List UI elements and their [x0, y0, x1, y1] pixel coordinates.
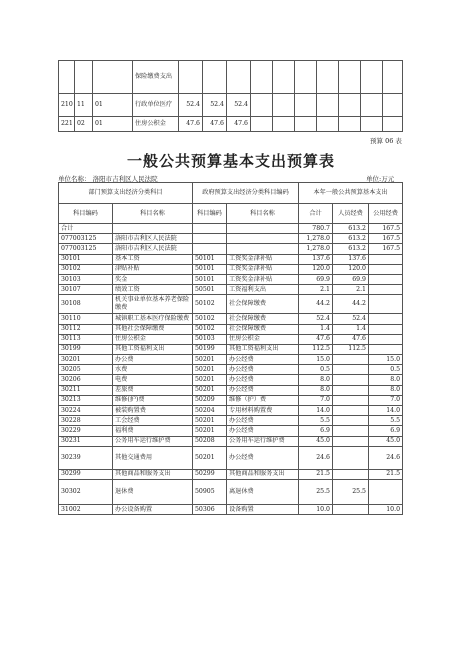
cell-total: 780.7: [299, 224, 333, 234]
cell-gov-code: 50101: [193, 274, 227, 284]
cell-gov-name: 公务用车运行维护费: [227, 436, 299, 446]
cell-public: 167.5: [369, 234, 403, 244]
header-gov-name: 科目名称: [227, 204, 299, 224]
cell-gov-code: 50201: [193, 416, 227, 426]
cell-name: 保险缴费支出: [133, 61, 179, 94]
cell-gov-code: 50204: [193, 406, 227, 416]
cell-gov-name: [227, 234, 299, 244]
cell-dept-name: 差旅费: [113, 385, 193, 395]
cell-gov-name: 社会保障缴费: [227, 324, 299, 334]
cell-dept-code: 31002: [59, 504, 113, 514]
cell-public: 45.0: [369, 436, 403, 446]
cell-gov-code: 50306: [193, 504, 227, 514]
cell-total: 112.5: [299, 344, 333, 354]
cell-total: 45.0: [299, 436, 333, 446]
cell-personnel: 120.0: [333, 264, 369, 274]
cell-public: [369, 334, 403, 344]
cell-item: [93, 61, 133, 94]
cell-public: [369, 264, 403, 274]
cell-personnel: 613.2: [333, 244, 369, 254]
cell-value: [227, 61, 251, 94]
cell-gov-code: 50102: [193, 324, 227, 334]
cell-dept-code: 077003125: [59, 234, 113, 244]
cell-gov-code: 50201: [193, 446, 227, 469]
cell-public: 15.0: [369, 355, 403, 365]
cell-dept-name: 电费: [113, 375, 193, 385]
cell-personnel: 25.5: [333, 479, 369, 504]
cell-total: 8.0: [299, 385, 333, 395]
cell-personnel: 613.2: [333, 224, 369, 234]
cell-total: 0.5: [299, 365, 333, 375]
cell-total: 2.1: [299, 285, 333, 295]
cell-dept-code: 30107: [59, 285, 113, 295]
cell-dept-code: 30205: [59, 365, 113, 375]
cell-dept-code: 30211: [59, 385, 113, 395]
cell-total: 24.6: [299, 446, 333, 469]
cell-dept-name: 工会经费: [113, 416, 193, 426]
cell-dept-name: 其他商品和服务支出: [113, 469, 193, 479]
cell-public: [369, 344, 403, 354]
table-row: [59, 355, 403, 365]
cell-class: 221: [59, 117, 75, 132]
cell-dept-name: 其他社会保障缴费: [113, 324, 193, 334]
cell-gov-code: [193, 244, 227, 254]
cell-dept-name: 洛阳市吉利区人民法院: [113, 234, 193, 244]
cell-dept-name: 津贴补贴: [113, 264, 193, 274]
cell-gov-code: 50101: [193, 254, 227, 264]
cell-gov-name: 其他商品和服务支出: [227, 469, 299, 479]
cell-personnel: 47.6: [333, 334, 369, 344]
cell-gov-name: 工资奖金津补贴: [227, 254, 299, 264]
cell-gov-name: 工资福利支出: [227, 285, 299, 295]
cell-dept-name: 其他工资福利支出: [113, 344, 193, 354]
cell-personnel: [333, 426, 369, 436]
unit-label: 单位:万元: [366, 175, 395, 183]
cell-personnel: [333, 446, 369, 469]
cell-gov-code: 50209: [193, 395, 227, 405]
form-number: 预算 06 表: [370, 137, 402, 145]
cell-gov-name: 办公经费: [227, 385, 299, 395]
cell-personnel: [333, 436, 369, 446]
cell-total: 137.6: [299, 254, 333, 264]
cell-section: 11: [75, 94, 93, 117]
cell-public: [369, 295, 403, 314]
cell-dept-code: 30108: [59, 295, 113, 314]
cell-dept-code: 30201: [59, 355, 113, 365]
cell-gov-code: 50101: [193, 264, 227, 274]
cell-total: 47.6: [299, 334, 333, 344]
table-row: [59, 416, 403, 426]
cell-value: [179, 61, 203, 94]
table-row: [59, 406, 403, 416]
cell-dept-code: 30206: [59, 375, 113, 385]
continued-table: [58, 60, 403, 132]
cell-dept-name: 水费: [113, 365, 193, 375]
cell-public: 6.9: [369, 426, 403, 436]
cell-public: 5.5: [369, 416, 403, 426]
cell-dept-name: 维修(护)费: [113, 395, 193, 405]
cell-dept-code: 30101: [59, 254, 113, 264]
cell-personnel: [333, 504, 369, 514]
cell-dept-code: 30213: [59, 395, 113, 405]
cell-dept-name: 福利费: [113, 426, 193, 436]
cell-public: 21.5: [369, 469, 403, 479]
table-row: [59, 324, 403, 334]
header-gov-code: 科目编码: [193, 204, 227, 224]
cell-public: 167.5: [369, 224, 403, 234]
table-row: [59, 244, 403, 254]
cell-dept-code: 30113: [59, 334, 113, 344]
cell-dept-name: 机关事业单位基本养老保险缴费: [113, 295, 193, 314]
cell-gov-name: 维修（护）费: [227, 395, 299, 405]
cell-personnel: [333, 385, 369, 395]
cell-gov-name: 专用材料购置费: [227, 406, 299, 416]
table-row: [59, 344, 403, 354]
cell-gov-code: [193, 234, 227, 244]
table-row: [59, 446, 403, 469]
header-total: 合计: [299, 204, 333, 224]
cell-public: 24.6: [369, 446, 403, 469]
header-row: [59, 204, 403, 224]
cell-gov-code: 50102: [193, 295, 227, 314]
cell-gov-name: 办公经费: [227, 375, 299, 385]
cell-public: [369, 285, 403, 295]
cell-personnel: [333, 365, 369, 375]
cell-gov-name: 离退休费: [227, 479, 299, 504]
cell-name: 住房公积金: [133, 117, 179, 132]
cell-value: 47.6: [179, 117, 203, 132]
table-row: [59, 469, 403, 479]
cell-personnel: 44.2: [333, 295, 369, 314]
cell-dept-code: 30110: [59, 314, 113, 324]
table-row: [59, 224, 403, 234]
table-row: [59, 479, 403, 504]
cell-dept-name: 其他交通费用: [113, 446, 193, 469]
table-row: [59, 504, 403, 514]
cell-dept-code: 30112: [59, 324, 113, 334]
cell-gov-name: 办公经费: [227, 365, 299, 375]
cell-dept-code: 30299: [59, 469, 113, 479]
cell-class: 210: [59, 94, 75, 117]
cell-gov-name: [227, 224, 299, 234]
table-row: [59, 426, 403, 436]
cell-personnel: [333, 469, 369, 479]
cell-total: 1.4: [299, 324, 333, 334]
cell-dept-code: 30224: [59, 406, 113, 416]
cell-value: 47.6: [227, 117, 251, 132]
cell-gov-name: 办公经费: [227, 355, 299, 365]
cell-dept-code: 合计: [59, 224, 113, 234]
table-row: [59, 375, 403, 385]
cell-public: 167.5: [369, 244, 403, 254]
cell-name: 行政单位医疗: [133, 94, 179, 117]
cell-dept-code: 30239: [59, 446, 113, 469]
table-row: [59, 254, 403, 264]
cell-public: 10.0: [369, 504, 403, 514]
cell-gov-name: 办公经费: [227, 446, 299, 469]
cell-value: [203, 61, 227, 94]
cell-total: 44.2: [299, 295, 333, 314]
cell-personnel: 52.4: [333, 314, 369, 324]
cell-dept-name: 退休费: [113, 479, 193, 504]
cell-public: 8.0: [369, 375, 403, 385]
cell-public: 7.0: [369, 395, 403, 405]
table-row: [59, 234, 403, 244]
cell-personnel: 2.1: [333, 285, 369, 295]
cell-total: 21.5: [299, 469, 333, 479]
cell-value: 52.4: [179, 94, 203, 117]
cell-value: 52.4: [227, 94, 251, 117]
cell-dept-code: 30231: [59, 436, 113, 446]
cell-dept-name: 被装购置费: [113, 406, 193, 416]
table-row: [59, 274, 403, 284]
header-dept-name: 科目名称: [113, 204, 193, 224]
header-budget-group: 本年一般公共预算基本支出: [299, 183, 403, 204]
cell-public: [369, 479, 403, 504]
cell-total: 69.9: [299, 274, 333, 284]
table-row: [59, 395, 403, 405]
cell-dept-code: 30228: [59, 416, 113, 426]
cell-public: [369, 324, 403, 334]
cell-personnel: 69.9: [333, 274, 369, 284]
page-title: 一般公共预算基本支出预算表: [126, 152, 335, 170]
cell-gov-code: 50201: [193, 385, 227, 395]
header-row: [59, 183, 403, 204]
cell-gov-code: 50201: [193, 426, 227, 436]
header-gov-group: 政府预算支出经济分类科目编码: [193, 183, 299, 204]
cell-value: 47.6: [203, 117, 227, 132]
cell-total: 1,278.0: [299, 244, 333, 254]
cell-gov-code: 50201: [193, 375, 227, 385]
table-row: [59, 61, 403, 94]
table-row: [59, 385, 403, 395]
cell-personnel: 1.4: [333, 324, 369, 334]
cell-gov-code: 50199: [193, 344, 227, 354]
cell-gov-name: [227, 244, 299, 254]
table-row: [59, 436, 403, 446]
cell-public: 14.0: [369, 406, 403, 416]
cell-value: 52.4: [203, 94, 227, 117]
table-row: [59, 264, 403, 274]
cell-gov-name: 社会保障缴费: [227, 314, 299, 324]
cell-dept-code: 30229: [59, 426, 113, 436]
cell-gov-name: 住房公积金: [227, 334, 299, 344]
table-row: [59, 117, 403, 132]
cell-public: [369, 254, 403, 264]
cell-dept-name: 住房公积金: [113, 334, 193, 344]
cell-total: 120.0: [299, 264, 333, 274]
cell-public: [369, 314, 403, 324]
cell-total: 10.0: [299, 504, 333, 514]
cell-gov-name: 办公经费: [227, 416, 299, 426]
cell-total: 25.5: [299, 479, 333, 504]
cell-gov-name: 工资奖金津补贴: [227, 264, 299, 274]
cell-dept-code: 30102: [59, 264, 113, 274]
cell-public: 8.0: [369, 385, 403, 395]
cell-dept-name: 办公设备购置: [113, 504, 193, 514]
cell-dept-code: 30103: [59, 274, 113, 284]
cell-gov-code: 50905: [193, 479, 227, 504]
cell-item: 01: [93, 117, 133, 132]
cell-gov-code: 50201: [193, 365, 227, 375]
cell-gov-name: 办公经费: [227, 426, 299, 436]
cell-dept-name: 绩效工资: [113, 285, 193, 295]
cell-total: 14.0: [299, 406, 333, 416]
cell-personnel: 613.2: [333, 234, 369, 244]
cell-gov-name: 社会保障缴费: [227, 295, 299, 314]
header-dept-group: 部门预算支出经济分类科目: [59, 183, 193, 204]
table-row: [59, 285, 403, 295]
cell-total: 15.0: [299, 355, 333, 365]
cell-gov-name: 设备购置: [227, 504, 299, 514]
cell-total: 7.0: [299, 395, 333, 405]
cell-gov-code: [193, 224, 227, 234]
table-row: [59, 334, 403, 344]
cell-dept-code: 077003125: [59, 244, 113, 254]
cell-dept-name: 奖金: [113, 274, 193, 284]
cell-personnel: [333, 375, 369, 385]
table-row: [59, 365, 403, 375]
cell-personnel: [333, 395, 369, 405]
cell-dept-code: 30302: [59, 479, 113, 504]
cell-dept-name: 办公费: [113, 355, 193, 365]
cell-public: 0.5: [369, 365, 403, 375]
cell-personnel: [333, 416, 369, 426]
table-row: [59, 94, 403, 117]
cell-gov-code: 50103: [193, 334, 227, 344]
header-personnel: 人员经费: [333, 204, 369, 224]
cell-gov-code: 50102: [193, 314, 227, 324]
unit-name: 单位名称： 洛阳市吉利区人民法院: [58, 175, 158, 183]
cell-gov-name: 工资奖金津补贴: [227, 274, 299, 284]
cell-total: 1,278.0: [299, 234, 333, 244]
cell-total: 52.4: [299, 314, 333, 324]
header-dept-code: 科目编码: [59, 204, 113, 224]
cell-gov-code: 50201: [193, 355, 227, 365]
cell-personnel: 112.5: [333, 344, 369, 354]
cell-total: 8.0: [299, 375, 333, 385]
cell-section: 02: [75, 117, 93, 132]
cell-dept-name: 洛阳市吉利区人民法院: [113, 244, 193, 254]
cell-personnel: [333, 406, 369, 416]
budget-table: [58, 182, 403, 515]
cell-section: [75, 61, 93, 94]
cell-gov-code: 50208: [193, 436, 227, 446]
table-row: [59, 314, 403, 324]
cell-gov-code: 50299: [193, 469, 227, 479]
cell-personnel: 137.6: [333, 254, 369, 264]
cell-dept-name: 基本工资: [113, 254, 193, 264]
cell-total: 5.5: [299, 416, 333, 426]
cell-dept-name: 公务用车运行维护费: [113, 436, 193, 446]
cell-dept-name: [113, 224, 193, 234]
cell-gov-name: 其他工资福利支出: [227, 344, 299, 354]
cell-total: 6.9: [299, 426, 333, 436]
cell-public: [369, 274, 403, 284]
cell-dept-code: 30199: [59, 344, 113, 354]
cell-personnel: [333, 355, 369, 365]
cell-class: [59, 61, 75, 94]
cell-item: 01: [93, 94, 133, 117]
header-public: 公用经费: [369, 204, 403, 224]
cell-gov-code: 50501: [193, 285, 227, 295]
table-row: [59, 295, 403, 314]
cell-dept-name: 城镇职工基本医疗保险缴费: [113, 314, 193, 324]
